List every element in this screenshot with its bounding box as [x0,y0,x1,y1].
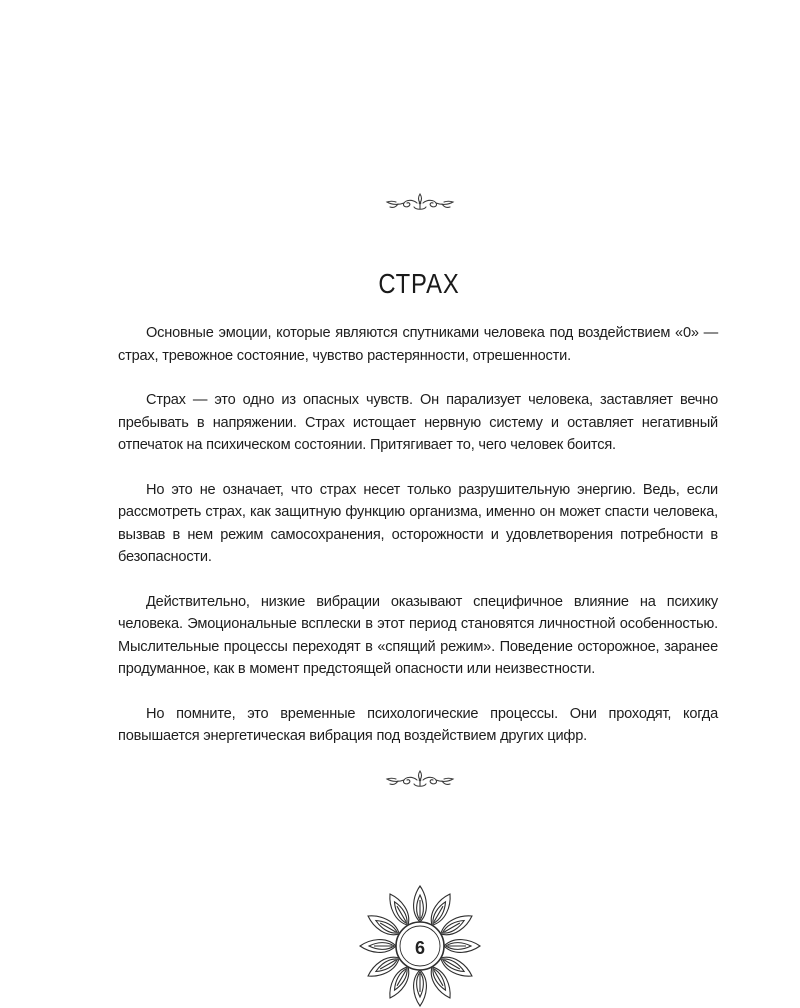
paragraph-2: Страх — это одно из опасных чувств. Он парализует человека, заставляет вечно пребывать в напряжении. Страх истощает нервную систему и оставляет негативный отпечаток на психическом состоянии. Притягивает то, чего человек боится. [118,392,718,453]
paragraph-1: Основные эмоции, которые являются спутниками человека под воздействием «0» — страх, тревожное состояние, чувство растерянности, отрешенности. [118,325,718,364]
paragraph-4: Действительно, низкие вибрации оказывают специфичное влияние на психику человека. Эмоциональные всплески в этот период становятся личностной особенностью. Мыслительные процессы переходят в «спящий режим». Поведение осторожное, заранее продуманное, как в момент предстоящей опасности или неизвестности. [118,593,718,677]
page-number: 6 [414,938,425,958]
paragraph-3: Но это не означает, что страх несет только разрушительную энергию. Ведь, если рассмотреть страх, как защитную функцию организма, именно он может спасти человека, вызвав в нем режим самосохранения, осторожности и удовлетворения потребности в безопасности. [118,481,718,565]
paragraph-5: Но помните, это временные психологические процессы. Они проходят, когда повышается энергетическая вибрация под воздействием других цифр. [118,705,718,744]
top-flourish-ornament-icon [384,191,456,213]
body-text [118,322,718,770]
bottom-flourish-ornament-icon [384,768,456,790]
page-title: СТРАХ [378,268,460,299]
